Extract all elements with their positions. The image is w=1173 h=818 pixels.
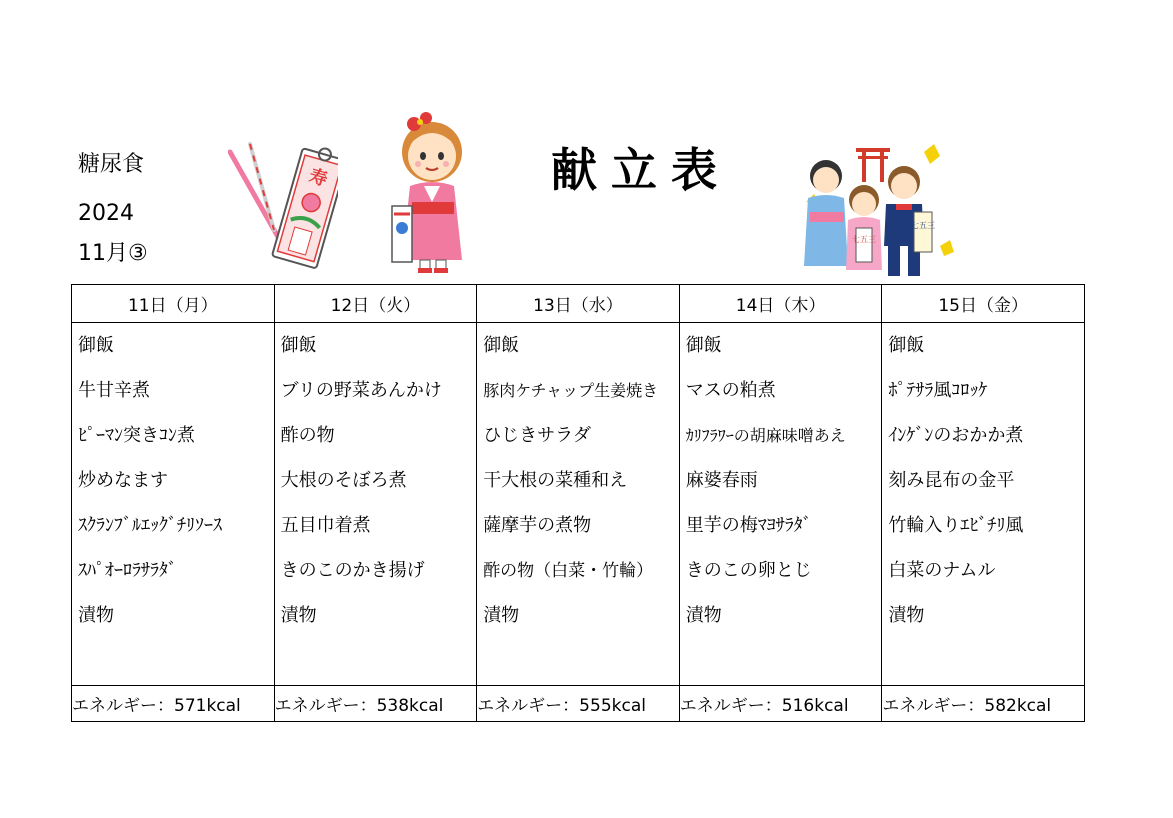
- menu-cell-mon: [72, 323, 275, 686]
- energy-thu: エネルギー：516kcal: [679, 686, 882, 722]
- menu-cell-thu: [679, 323, 882, 686]
- menu-item: 干大根の菜種和え: [483, 470, 628, 491]
- energy-row: [72, 686, 1085, 722]
- menu-item: 酢の物: [280, 425, 335, 446]
- menu-item: ﾋﾟｰﾏﾝ突きｺﾝ煮: [78, 425, 195, 446]
- menu-item: 大根のそぼろ煮: [280, 470, 407, 491]
- day-header-mon: 11日（月）: [72, 285, 275, 323]
- energy-tue: エネルギー：538kcal: [274, 686, 477, 722]
- day-header-fri: 15日（金）: [882, 285, 1085, 323]
- menu-item: 漬物: [888, 605, 925, 626]
- menu-item: ﾎﾟﾃｻﾗ風ｺﾛｯｹ: [888, 380, 988, 401]
- menu-item: ひじきサラダ: [483, 425, 592, 446]
- energy-mon: エネルギー：571kcal: [72, 686, 275, 722]
- menu-item: ｲﾝｹﾞﾝのおかか煮: [888, 425, 1024, 446]
- menu-item: 白菜のナムル: [888, 560, 996, 581]
- menu-item: 五目巾着煮: [280, 515, 371, 536]
- menu-item: 御飯: [888, 335, 925, 356]
- menu-item: きのこの卵とじ: [685, 560, 812, 581]
- energy-wed: エネルギー：555kcal: [477, 686, 680, 722]
- svg-text:寿: 寿: [306, 165, 330, 191]
- shichi-go-san-family-icon: [800, 142, 958, 280]
- menu-item: 牛甘辛煮: [78, 380, 150, 401]
- menu-item: 麻婆春雨: [685, 470, 758, 491]
- kimono-girl-icon: [388, 110, 480, 278]
- day-header-tue: 12日（火）: [274, 285, 477, 323]
- menu-item: 漬物: [78, 605, 114, 626]
- menu-item: 漬物: [483, 605, 520, 626]
- menu-item-list: [477, 323, 679, 650]
- menu-period: 11月③: [78, 241, 148, 266]
- energy-fri: エネルギー：582kcal: [882, 686, 1085, 722]
- menu-table: [71, 284, 1085, 722]
- menu-item: マスの粕煮: [685, 380, 776, 401]
- menu-item: 里芋の梅ﾏﾖｻﾗﾀﾞ: [685, 515, 812, 536]
- svg-text:七五三: 七五三: [911, 221, 935, 230]
- menu-item-list: [680, 323, 882, 650]
- menu-cell-wed: [477, 323, 680, 686]
- menu-category: 糖尿食: [78, 152, 145, 177]
- menu-item: 薩摩芋の煮物: [483, 515, 592, 536]
- menu-cell-tue: [274, 323, 477, 686]
- svg-text:七五三: 七五三: [852, 235, 876, 244]
- page-title: 献立表: [551, 143, 731, 197]
- menu-item: 御飯: [483, 335, 520, 356]
- menu-items-row: [72, 323, 1085, 686]
- menu-item: 炒めなます: [78, 470, 168, 491]
- menu-cell-fri: [882, 323, 1085, 686]
- day-header-thu: 14日（木）: [679, 285, 882, 323]
- menu-year: 2024: [78, 201, 134, 226]
- chitose-ame-candy-icon: [228, 140, 338, 270]
- day-header-wed: 13日（水）: [477, 285, 680, 323]
- menu-item-list: [882, 323, 1084, 650]
- menu-item: ｶﾘﾌﾗﾜｰの胡麻味噌あえ: [685, 426, 846, 445]
- menu-item: 御飯: [78, 335, 114, 356]
- menu-item: 漬物: [685, 605, 722, 626]
- menu-item: 刻み昆布の金平: [888, 470, 1015, 491]
- menu-item: 御飯: [685, 335, 722, 356]
- menu-item: 漬物: [280, 605, 317, 626]
- menu-item: 御飯: [280, 335, 317, 356]
- menu-item: 酢の物（白菜・竹輪）: [483, 561, 654, 581]
- menu-item-list: [72, 323, 274, 650]
- menu-item-list: [275, 323, 477, 650]
- menu-item: きのこのかき揚げ: [280, 560, 425, 581]
- menu-item: ｽｸﾗﾝﾌﾞﾙｴｯｸﾞﾁﾘｿｰｽ: [78, 515, 222, 536]
- day-header-row: [72, 285, 1085, 323]
- menu-item: 竹輪入りｴﾋﾞﾁﾘ風: [888, 515, 1024, 536]
- menu-item: ブリの野菜あんかけ: [280, 380, 442, 401]
- menu-item: ｽﾊﾟｵｰﾛﾗｻﾗﾀﾞ: [78, 560, 177, 581]
- menu-item: 豚肉ケチャップ生姜焼き: [483, 381, 659, 400]
